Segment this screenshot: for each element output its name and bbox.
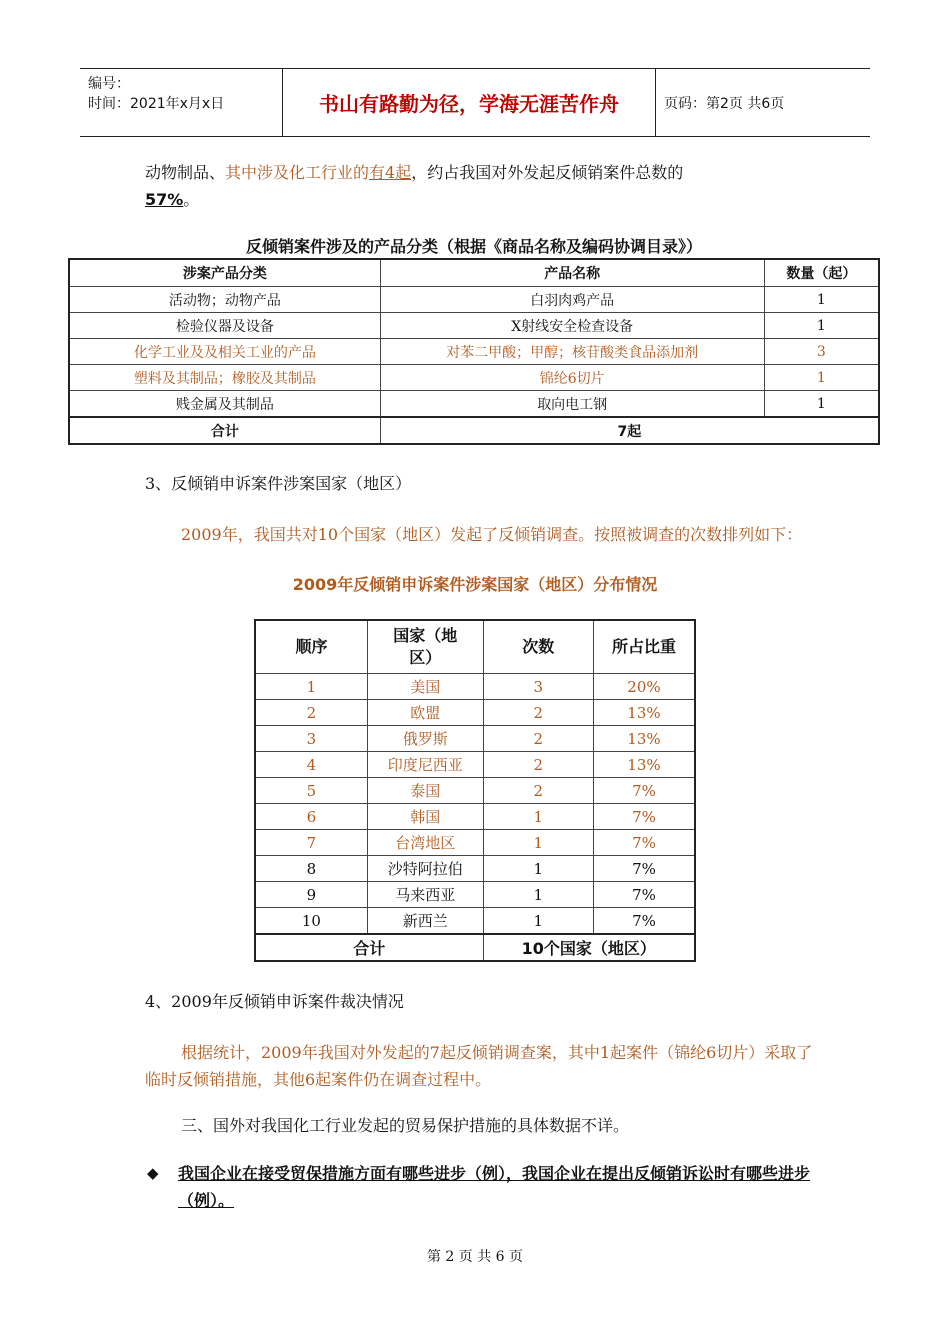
product-category-table (68, 258, 880, 445)
intro-paragraph: 动物制品、其中涉及化工行业的有4起，约占我国对外发起反倾销案件总数的 57%。 (145, 163, 684, 209)
table-row: 7 台湾地区 1 7% (255, 830, 695, 856)
column-header: 国家（地区） (367, 620, 483, 674)
section-3-heading: 3、反倾销申诉案件涉案国家（地区） (145, 474, 412, 493)
section-3-paragraph: 2009年，我国共对10个国家（地区）发起了反倾销调查。按照被调查的次数排列如下： (181, 525, 803, 544)
document-date: 时间：2021年x月x日 (88, 96, 225, 112)
page-footer: 第 2 页 共 6 页 (426, 1249, 524, 1265)
column-header: 次数 (483, 620, 593, 674)
header-meta (80, 69, 283, 136)
table-row: 6 韩国 1 7% (255, 804, 695, 830)
table-row: 塑料及其制品；橡胶及其制品 锦纶6切片 1 (69, 365, 879, 391)
bullet-question: 我国企业在接受贸保措施方面有哪些进步（例），我国企业在提出反倾销诉讼时有哪些进步（例）。 (178, 1164, 811, 1210)
column-header: 数量（起） (764, 259, 879, 287)
table-row: 9 马来西亚 1 7% (255, 882, 695, 908)
country-distribution-table (254, 619, 696, 962)
table-row: 5 泰国 2 7% (255, 778, 695, 804)
table-row: 贱金属及其制品 取向电工钢 1 (69, 391, 879, 418)
table-row: 检验仪器及设备 X射线安全检查设备 1 (69, 313, 879, 339)
table-row: 1 美国 3 20% (255, 674, 695, 700)
country-table-title: 2009年反倾销申诉案件涉案国家（地区）分布情况 (292, 575, 658, 594)
column-header: 顺序 (255, 620, 367, 674)
document-number: 编号： (88, 76, 130, 92)
column-header: 产品名称 (380, 259, 764, 287)
table-header-row (69, 259, 879, 287)
table-row: 8 沙特阿拉伯 1 7% (255, 856, 695, 882)
table-row: 化学工业及及相关工业的产品 对苯二甲酸；甲醇；核苷酸类食品添加剂 3 (69, 339, 879, 365)
section-three-paragraph: 三、国外对我国化工行业发起的贸易保护措施的具体数据不详。 (181, 1116, 630, 1135)
column-header: 涉案产品分类 (69, 259, 380, 287)
table-row: 2 欧盟 2 13% (255, 700, 695, 726)
table-total-row: 合计 10个国家（地区） (255, 934, 695, 961)
header-page-number: 页码：第2页 共6页 (664, 95, 785, 112)
table-row: 10 新西兰 1 7% (255, 908, 695, 935)
table-total-row: 合计 7起 (69, 417, 879, 444)
table-row: 活动物；动物产品 白羽肉鸡产品 1 (69, 287, 879, 313)
section-4-heading: 4、2009年反倾销申诉案件裁决情况 (145, 992, 404, 1011)
page-header (80, 68, 870, 137)
product-table-title: 反倾销案件涉及的产品分类（根据《商品名称及编码协调目录》） (245, 237, 702, 256)
header-motto: 书山有路勤为径，学海无涯苦作舟 (283, 69, 656, 136)
diamond-bullet-icon: ◆ (147, 1164, 159, 1182)
table-row: 4 印度尼西亚 2 13% (255, 752, 695, 778)
percent-value: 57% (145, 190, 184, 209)
section-4-paragraph: 根据统计，2009年我国对外发起的7起反倾销调查案，其中1起案件（锦纶6切片）采取了临时反倾销措施，其他6起案件仍在调查过程中。 (145, 1043, 813, 1089)
column-header: 所占比重 (593, 620, 695, 674)
table-row: 3 俄罗斯 2 13% (255, 726, 695, 752)
table-header-row (255, 620, 695, 674)
